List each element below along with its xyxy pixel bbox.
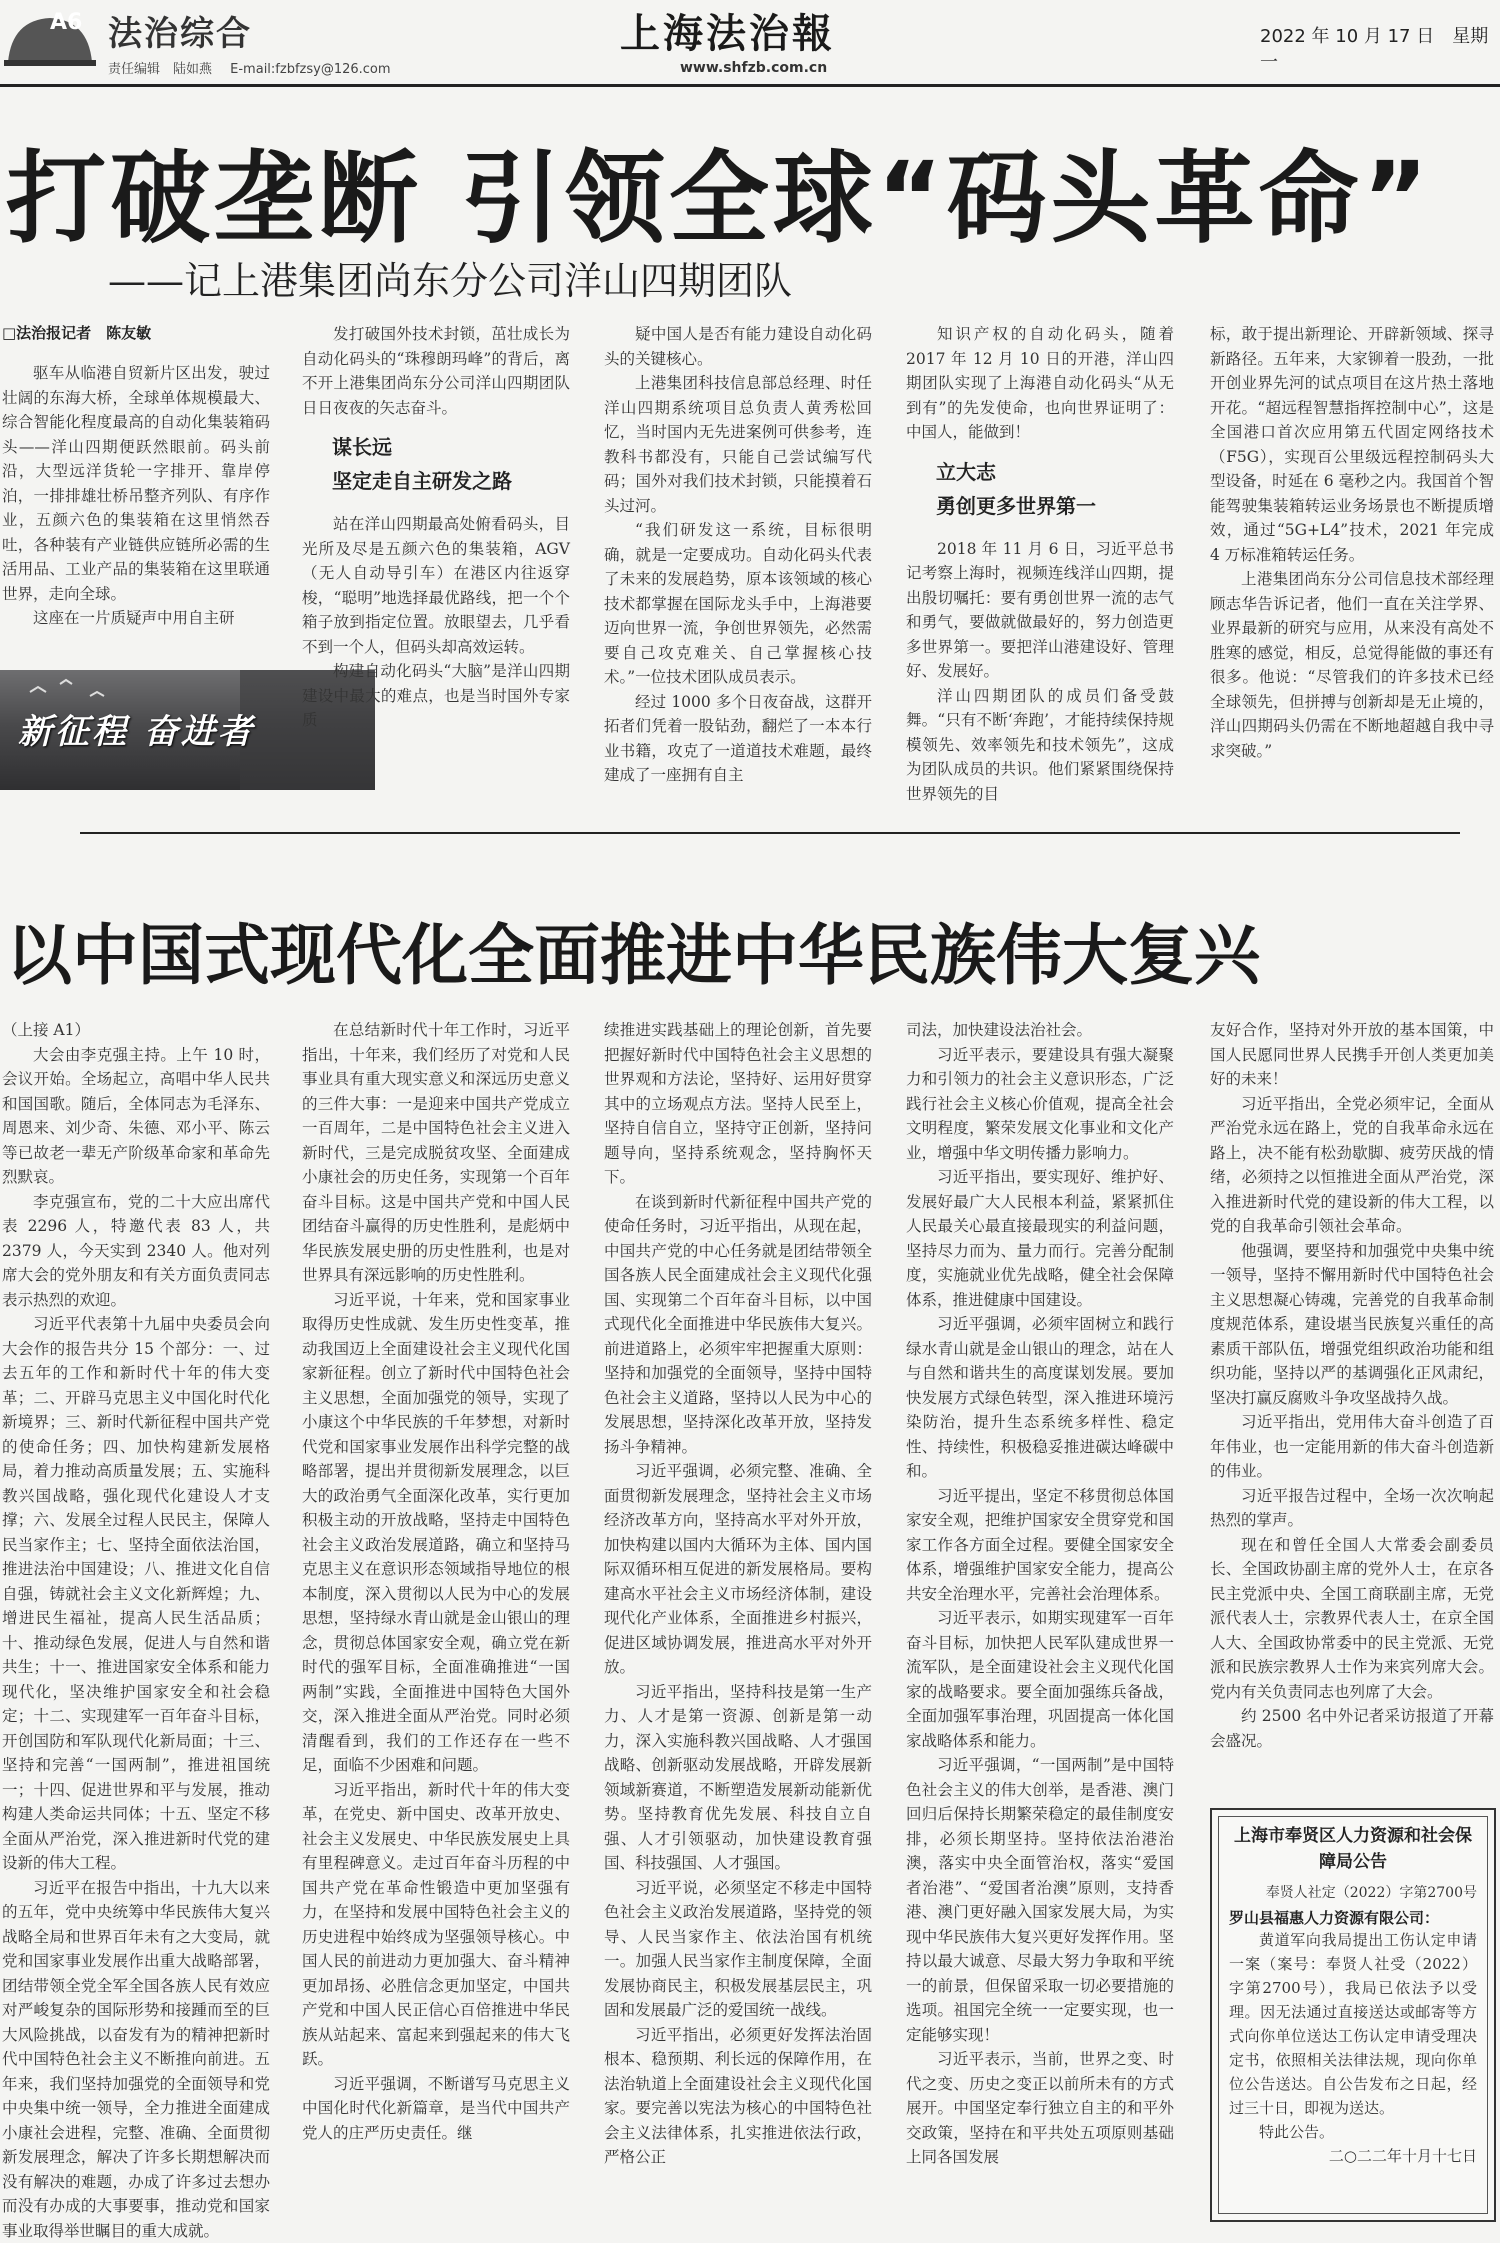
article-divider	[80, 832, 1460, 834]
article2-c2-p2: 习近平说，十年来，党和国家事业取得历史性成就、发生历史性变革，推动我国迈上全面建设社会主义现代化国家新征程。创立了新时代中国特色社会主义思想，全面加强党的领导，实现了小康这个中华民族的千年梦想，对新时代党和国家事业发展作出科学完整的战略部署，提出并贯彻新发展理念，以巨大的政治勇气全面深化改革，实行更加积极主动的开放战略，坚持走中国特色社会主义政治发展道路，确立和坚持马克思主义在意识形态领域指导地位的根本制度，深入贯彻以人民为中心的发展思想，坚持绿水青山就是金山银山的理念，贯彻总体国家安全观，确立党在新时代的强军目标，全面准确推进“一国两制”实践，全面推进中国特色大国外交，深入推进全面从严治党。同时必须清醒看到，我们的工作还存在一些不足，面临不少困难和问题。	[302, 1288, 570, 1778]
article1-c3-p1: 疑中国人是否有能力建设自动化码头的关键核心。	[604, 322, 872, 371]
article1-c1-p1: 驱车从临港自贸新片区出发，驶过壮阔的东海大桥，全球单体规模最大、综合智能化程度最高的自动化集装箱码头——洋山四期便跃然眼前。码头前沿，大型远洋货轮一字排开、靠岸停泊，一排排雄壮桥吊整齐列队、有序作业，五颜六色的集装箱在这里悄然吞吐，各种装有产业链供应链所必需的生活用品、工业产品的集装箱在这里联通世界，走向全球。	[2, 361, 270, 606]
article2-c4-p5: 习近平提出，坚定不移贯彻总体国家安全观，把维护国家安全贯穿党和国家工作各方面全过程。要健全国家安全体系，增强维护国家安全能力，提高公共安全治理水平，完善社会治理体系。	[906, 1484, 1174, 1607]
article2-col4	[906, 1018, 1174, 2226]
article2-c3-p2: 在谈到新时代新征程中国共产党的使命任务时，习近平指出，从现在起，中国共产党的中心任务就是团结带领全国各族人民全面建成社会主义现代化强国、实现第二个百年奋斗目标，以中国式现代化全面推进中华民族伟大复兴。前进道路上，必须牢牢把握重大原则：坚持和加强党的全面领导，坚持中国特色社会主义道路，坚持以人民为中心的发展思想，坚持深化改革开放，坚持发扬斗争精神。	[604, 1190, 872, 1460]
article2-c4-p7: 习近平强调，“一国两制”是中国特色社会主义的伟大创举，是香港、澳门回归后保持长期繁荣稳定的最佳制度安排，必须长期坚持。坚持依法治港治澳，落实中央全面管治权，落实“爱国者治港”、“爱国者治澳”原则，支持香港、澳门更好融入国家发展大局，为实现中华民族伟大复兴更好发挥作用。坚持以最大诚意、尽最大努力争取和平统一的前景，但保留采取一切必要措施的选项。祖国完全统一一定要实现，也一定能够实现！	[906, 1753, 1174, 2047]
article2-headline: 以中国式现代化全面推进中华民族伟大复兴	[6, 902, 1260, 997]
article2-c2-p1: 在总结新时代十年工作时，习近平指出，十年来，我们经历了对党和人民事业具有重大现实意义和深远历史意义的三件大事：一是迎来中国共产党成立一百周年，二是中国特色社会主义进入新时代，三是完成脱贫攻坚、全面建成小康社会的历史任务，实现第一个百年奋斗目标。这是中国共产党和中国人民团结奋斗赢得的历史性胜利，是彪炳中华民族发展史册的历史性胜利，也是对世界具有深远影响的历史性胜利。	[302, 1018, 570, 1288]
notice-date: 二○二二年十月十七日	[1229, 2144, 1477, 2168]
c4-subhead-line2: 勇创更多世界第一	[936, 489, 1174, 523]
notice-title: 上海市奉贤区人力资源和社会保障局公告	[1229, 1823, 1477, 1875]
editor-name: 责任编辑 陆如燕	[108, 62, 212, 77]
notice-body: 黄道军向我局提出工伤认定申请一案（案号：奉贤人社受（2022）字第2700号），我局已依法予以受理。因无法通过直接送达或邮寄等方式向你单位送达工伤认定申请受理决定书，依照相关法律法规，现向你单位公告送达。自公告发布之日起，经过三十日，即视为送达。	[1229, 1928, 1477, 2120]
c2-subhead-line1: 谋长远	[332, 430, 570, 464]
article2-c4-p8: 习近平表示，当前，世界之变、时代之变、历史之变正以前所未有的方式展开。中国坚定奉行独立自主的和平外交政策，坚持在和平共处五项原则基础上同各国发展	[906, 2047, 1174, 2170]
article1-c3-p2: 上港集团科技信息部总经理、时任洋山四期系统项目总负责人黄秀松回忆，当时国内无先进案例可供参考，连教科书都没有，只能自己尝试编写代码；国外对我们技术封锁，只能摸着石头过河。	[604, 371, 872, 518]
issue-date: 2022 年 10 月 17 日 星期一	[1260, 22, 1500, 74]
article2-c2-p3: 习近平指出，新时代十年的伟大变革，在党史、新中国史、改革开放史、社会主义发展史、中华民族发展史上具有里程碑意义。走过百年奋斗历程的中国共产党在革命性锻造中更加坚强有力，在坚持和发展中国特色社会主义的历史进程中始终成为坚强领导核心。中国人民的前进动力更加强大、奋斗精神更加昂扬、必胜信念更加坚定，中国共产党和中国人民正信心百倍推进中华民族从站起来、富起来到强起来的伟大飞跃。	[302, 1778, 570, 2072]
article2-c3-p3: 习近平强调，必须完整、准确、全面贯彻新发展理念，坚持社会主义市场经济改革方向，坚持高水平对外开放，加快构建以国内大循环为主体、国内国际双循环相互促进的新发展格局。要构建高水平社会主义市场经济体制，建设现代化产业体系，全面推进乡村振兴，促进区域协调发展，推进高水平对外开放。	[604, 1459, 872, 1680]
notice-inner	[1218, 1816, 1488, 2214]
article2-c5-p6: 现在和曾任全国人大常委会副委员长、全国政协副主席的党外人士，在京各民主党派中央、全国工商联副主席，无党派代表人士，宗教界代表人士，在京全国人大、全国政协常委中的民主党派、无党派和民族宗教界人士作为来宾列席大会。党内有关负责同志也列席了大会。	[1210, 1533, 1494, 1705]
article1-c5-p2: 上港集团尚东分公司信息技术部经理顾志华告诉记者，他们一直在关注学界、业界最新的研究与应用，从来没有高处不胜寒的感觉，相反，总觉得能做的事还有很多。他说：“尽管我们的许多技术已经全球领先，但拼搏与创新却是无止境的，洋山四期码头仍需在不断地超越自我中寻求突破。”	[1210, 567, 1494, 763]
newspaper-masthead: 上海法治報	[620, 2, 835, 59]
article2-c3-p4: 习近平指出，坚持科技是第一生产力、人才是第一资源、创新是第一动力，深入实施科教兴国战略、人才强国战略、创新驱动发展战略，开辟发展新领域新赛道，不断塑造发展新动能新优势。坚持教育优先发展、科技自立自强、人才引领驱动，加快建设教育强国、科技强国、人才强国。	[604, 1680, 872, 1876]
section-title: 法治综合	[108, 6, 252, 55]
article1-col2	[302, 322, 570, 782]
article2-c4-p3: 习近平指出，要实现好、维护好、发展好最广大人民根本利益，紧紧抓住人民最关心最直接最现实的利益问题，坚持尽力而为、量力而行。完善分配制度，实施就业优先战略，健全社会保障体系，推进健康中国建设。	[906, 1165, 1174, 1312]
article2-c1-p2: 李克强宣布，党的二十大应出席代表 2296 人，特邀代表 83 人，共 2379 人，今天实到 2340 人。他对列席大会的党外朋友和有关方面负责同志表示热烈的欢迎。	[2, 1190, 270, 1313]
notice-sign: 特此公告。	[1229, 2120, 1477, 2144]
article2-c5-p4: 习近平指出，党用伟大奋斗创造了百年伟业，也一定能用新的伟大奋斗创造新的伟业。	[1210, 1410, 1494, 1484]
article1-headline: 打破垄断 引领全球“码头革命”	[6, 118, 1432, 262]
article1-col3	[604, 322, 872, 782]
article1-c4-p3: 洋山四期团队的成员们备受鼓舞。“只有不断‘奔跑’，才能持续保持规模领先、效率领先和技术领先”，这成为团队成员的共识。他们紧紧围绕保持世界领先的目	[906, 684, 1174, 807]
notice-recipient: 罗山县福惠人力资源有限公司：	[1229, 1907, 1477, 1928]
article1-col4	[906, 322, 1174, 782]
page-code: A6	[50, 10, 82, 35]
editor-info	[108, 58, 405, 77]
article2-c1-p4: 习近平在报告中指出，十九大以来的五年，党中央统筹中华民族伟大复兴战略全局和世界百年未有之大变局，就党和国家事业发展作出重大战略部署，团结带领全党全军全国各族人民有效应对严峻复杂的国际形势和接踵而至的巨大风险挑战，以奋发有为的精神把新时代中国特色社会主义不断推向前进。五年来，我们坚持加强党的全面领导和党中央集中统一领导，全力推进全面建成小康社会进程，完整、准确、全面贯彻新发展理念，解决了许多长期想解决而没有解决的难题，办成了许多过去想办而没有办成的大事要事，推动党和国家事业取得举世瞩目的重大成就。	[2, 1876, 270, 2243]
article1-c3-p4: 经过 1000 多个日夜奋战，这群开拓者们凭着一股钻劲，翻烂了一本本行业书籍，攻克了一道道技术难题，最终建成了一座拥有自主	[604, 690, 872, 788]
article1-c2-p2: 站在洋山四期最高处俯看码头，目光所及尽是五颜六色的集装箱，AGV（无人自动导引车）在港区内往返穿梭，“聪明”地选择最优路线，把一个个箱子放到指定位置。放眼望去，几乎看不到一个人，但码头却高效运转。	[302, 512, 570, 659]
article1-subhead: ——记上港集团尚东分公司洋山四期团队	[108, 250, 792, 305]
article1-c4-p1: 知识产权的自动化码头，随着 2017 年 12 月 10 日的开港，洋山四期团队实现了上海港自动化码头“从无到有”的先发使命，也向世界证明了：中国人，能做到！	[906, 322, 1174, 445]
article2-c5-p3: 他强调，要坚持和加强党中央集中统一领导，坚持不懈用新时代中国特色社会主义思想凝心铸魂，完善党的自我革命制度规范体系，建设堪当民族复兴重任的高素质干部队伍，增强党组织政治功能和组织功能，坚持以严的基调强化正风肃纪，坚决打赢反腐败斗争攻坚战持久战。	[1210, 1239, 1494, 1411]
c4-subhead-line1: 立大志	[936, 455, 1174, 489]
article2-c1-p1: 大会由李克强主持。上午 10 时，会议开始。全场起立，高唱中华人民共和国国歌。随后，全体同志为毛泽东、周恩来、刘少奇、朱德、邓小平、陈云等已故老一辈无产阶级革命家和革命先烈默哀。	[2, 1043, 270, 1190]
editor-email: E-mail:fzbfzsy@126.com	[230, 62, 390, 77]
article2-c4-p4: 习近平强调，必须牢固树立和践行绿水青山就是金山银山的理念，站在人与自然和谐共生的高度谋划发展。要加快发展方式绿色转型，深入推进环境污染防治，提升生态系统多样性、稳定性、持续性，积极稳妥推进碳达峰碳中和。	[906, 1312, 1174, 1484]
article2-continued: （上接 A1）	[2, 1018, 270, 1043]
article2-c3-p1: 续推进实践基础上的理论创新，首先要把握好新时代中国特色社会主义思想的世界观和方法论，坚持好、运用好贯穿其中的立场观点方法。坚持人民至上，坚持自信自立，坚持守正创新，坚持问题导向，坚持系统观念，坚持胸怀天下。	[604, 1018, 872, 1190]
article2-c1-p3: 习近平代表第十九届中央委员会向大会作的报告共分 15 个部分：一、过去五年的工作和新时代十年的伟大变革；二、开辟马克思主义中国化时代化新境界；三、新时代新征程中国共产党的使命任务；四、加快构建新发展格局，着力推动高质量发展；五、实施科教兴国战略，强化现代化建设人才支撑；六、发展全过程人民民主，保障人民当家作主；七、坚持全面依法治国，推进法治中国建设；八、推进文化自信自强，铸就社会主义文化新辉煌；九、增进民生福祉，提高人民生活品质；十、推动绿色发展，促进人与自然和谐共生；十一、推进国家安全体系和能力现代化，坚决维护国家安全和社会稳定；十二、实现建军一百年奋斗目标，开创国防和军队现代化新局面；十三、坚持和完善“一国两制”，推进祖国统一；十四、促进世界和平与发展，推动构建人类命运共同体；十五、坚定不移全面从严治党，深入推进新时代党的建设新的伟大工程。	[2, 1312, 270, 1876]
article2-c2-p4: 习近平强调，不断谱写马克思主义中国化时代化新篇章，是当代中国共产党人的庄严历史责任。继	[302, 2072, 570, 2146]
article2-c3-p6: 习近平指出，必须更好发挥法治固根本、稳预期、利长远的保障作用，在法治轨道上全面建设社会主义现代化国家。要完善以宪法为核心的中国特色社会主义法律体系，扎实推进依法行政，严格公正	[604, 2023, 872, 2170]
banner-caption: 新征程 奋进者	[18, 704, 255, 753]
public-notice-box	[1210, 1808, 1496, 2222]
article2-c4-p6: 习近平表示，如期实现建军一百年奋斗目标，加快把人民军队建成世界一流军队，是全面建设社会主义现代化国家的战略要求。要全面加强练兵备战，全面加强军事治理，巩固提高一体化国家战略体系和能力。	[906, 1606, 1174, 1753]
article1-col1	[2, 322, 270, 662]
article2-c5-p7: 约 2500 名中外记者采访报道了开幕会盛况。	[1210, 1704, 1494, 1753]
website-url[interactable]: www.shfzb.com.cn	[680, 60, 827, 76]
article1-c1-p2: 这座在一片质疑声中用自主研	[2, 606, 270, 631]
article1-c2-p3: 构建自动化码头“大脑”是洋山四期建设中最大的难点，也是当时国外专家质	[302, 659, 570, 733]
article1-c2-p1: 发打破国外技术封锁，茁壮成长为自动化码头的“珠穆朗玛峰”的背后，离不开上港集团尚东分公司洋山四期团队日日夜夜的矢志奋斗。	[302, 322, 570, 420]
article1-col5	[1210, 322, 1494, 782]
article1-c5-p1: 标，敢于提出新理论、开辟新领域、探寻新路径。五年来，大家铆着一股劲，一批开创业界先河的试点项目在这片热土落地开花。“超远程智慧指挥控制中心”，这是全国港口首次应用第五代固定网络技术（F5G），实现百公里级远程控制码头大型设备，时延在 6 毫秒之内。我国首个智能驾驶集装箱转运业务场景也不断提质增效，通过“5G+L4”技术，2021 年完成 4 万标准箱转运任务。	[1210, 322, 1494, 567]
article2-c4-p2: 习近平表示，要建设具有强大凝聚力和引领力的社会主义意识形态，广泛践行社会主义核心价值观，提高全社会文明程度，繁荣发展文化事业和文化产业，增强中华文明传播力影响力。	[906, 1043, 1174, 1166]
article2-col5	[1210, 1018, 1494, 1798]
article2-c5-p2: 习近平指出，全党必须牢记，全面从严治党永远在路上，党的自我革命永远在路上，决不能有松劲歇脚、疲劳厌战的情绪，必须持之以恒推进全面从严治党，深入推进新时代党的建设新的伟大工程，以党的自我革命引领社会革命。	[1210, 1092, 1494, 1239]
header-rule	[0, 84, 1500, 87]
c2-subhead-line2: 坚定走自主研发之路	[332, 464, 570, 498]
article2-c5-p1: 友好合作，坚持对外开放的基本国策，中国人民愿同世界人民携手开创人类更加美好的未来！	[1210, 1018, 1494, 1092]
article2-col2	[302, 1018, 570, 2226]
page-header	[0, 0, 1500, 85]
article1-c4-subhead	[936, 455, 1174, 523]
article2-c3-p5: 习近平说，必须坚定不移走中国特色社会主义政治发展道路，坚持党的领导、人民当家作主、依法治国有机统一。加强人民当家作主制度保障，全面发展协商民主，积极发展基层民主，巩固和发展最广泛的爱国统一战线。	[604, 1876, 872, 2023]
notice-number: 奉贤人社定（2022）字第2700号	[1229, 1881, 1477, 1905]
article2-col3	[604, 1018, 872, 2226]
article2-col1	[2, 1018, 270, 2226]
article1-byline: □法治报记者 陈友敏	[2, 322, 270, 343]
article1-c2-subhead	[332, 430, 570, 498]
article2-c4-p1: 司法，加快建设法治社会。	[906, 1018, 1174, 1043]
article1-c4-p2: 2018 年 11 月 6 日，习近平总书记考察上海时，视频连线洋山四期，提出殷切嘱托：要有勇创世界一流的志气和勇气，要做就做最好的，努力创造更多世界第一。要把洋山港建设好、管理好、发展好。	[906, 537, 1174, 684]
article2-c5-p5: 习近平报告过程中，全场一次次响起热烈的掌声。	[1210, 1484, 1494, 1533]
article1-c3-p3: “我们研发这一系统，目标很明确，就是一定要成功。自动化码头代表了未来的发展趋势，原本该领域的核心技术都掌握在国际龙头手中，上海港要迈向世界一流，争创世界领先，必然需要自己攻克难关、自己掌握核心技术。”一位技术团队成员表示。	[604, 518, 872, 690]
